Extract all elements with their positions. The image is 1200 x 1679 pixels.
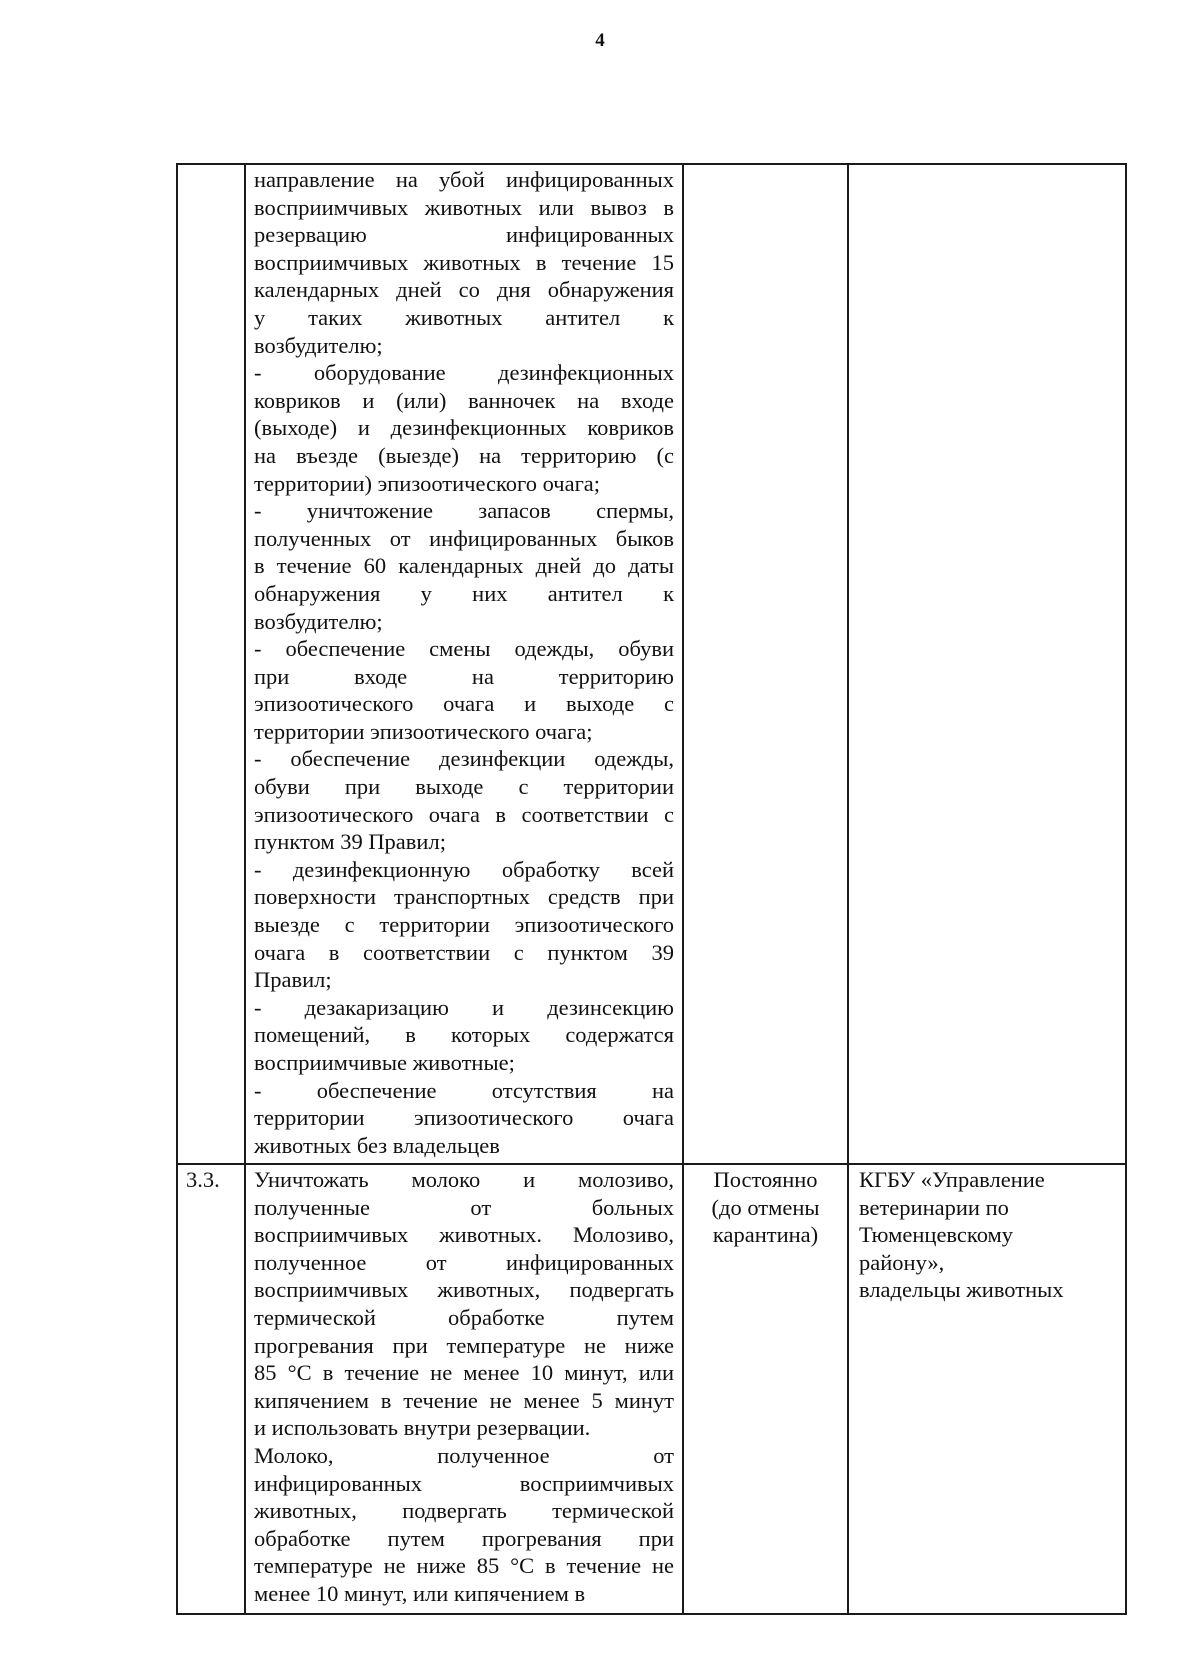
text-line: Уничтожать молоко и молозиво, bbox=[254, 1167, 674, 1192]
text-line: восприимчивых животных, подвергать bbox=[254, 1277, 674, 1303]
text-line: прогревания при температуре не ниже bbox=[254, 1332, 674, 1358]
measure-text bbox=[246, 165, 682, 1159]
text-line: - обеспечение дезинфекции одежды, bbox=[254, 746, 674, 772]
text-line: - дезакаризацию и дезинсекцию bbox=[254, 994, 674, 1020]
text-line: КГБУ «Управление bbox=[859, 1167, 1045, 1192]
text-line: ковриков и (или) ванночек на входе bbox=[254, 387, 674, 413]
text-line: обуви при выходе с территории bbox=[254, 774, 674, 800]
text-line: возбудителю; bbox=[254, 332, 383, 358]
text-line: 85 °С в течение не менее 10 минут, или bbox=[254, 1360, 674, 1386]
text-line: Правил; bbox=[254, 967, 332, 993]
text-line: (выходе) и дезинфекционных ковриков bbox=[254, 415, 674, 441]
measure-cell bbox=[245, 1164, 683, 1614]
text-line: животных, подвергать термической bbox=[254, 1498, 674, 1524]
responsible-text bbox=[849, 1165, 1125, 1304]
text-line: возбудителю; bbox=[254, 608, 383, 634]
text-line: восприимчивые животные; bbox=[254, 1050, 515, 1075]
text-line: Постоянно bbox=[713, 1167, 818, 1192]
text-line: территории эпизоотического очага; bbox=[254, 718, 593, 744]
row-number-cell bbox=[177, 164, 245, 1164]
text-line: полученные от больных bbox=[254, 1194, 674, 1220]
text-line: - дезинфекционную обработку всей bbox=[254, 856, 674, 882]
text-line: у таких животных антител к bbox=[254, 304, 674, 330]
text-line: территории эпизоотического очага bbox=[254, 1105, 674, 1131]
text-line: эпизоотического очага и выходе с bbox=[254, 691, 674, 717]
row-number bbox=[178, 165, 244, 166]
text-line: пунктом 39 Правил; bbox=[254, 829, 446, 855]
responsible-text bbox=[849, 165, 1125, 166]
text-line: и использовать внутри резервации. bbox=[254, 1415, 591, 1441]
text-line: территории) эпизоотического очага; bbox=[254, 470, 601, 496]
measures-table bbox=[176, 163, 1127, 1615]
text-line: животных без владельцев bbox=[254, 1132, 500, 1158]
text-line: восприимчивых животных в течение 15 bbox=[254, 249, 674, 275]
text-line: району», bbox=[859, 1249, 945, 1275]
text-line: термической обработке путем bbox=[254, 1304, 674, 1330]
table-row bbox=[177, 164, 1126, 1164]
text-line: кипячением в течение не менее 5 минут bbox=[254, 1387, 674, 1413]
text-line: владельцы животных bbox=[859, 1277, 1064, 1303]
text-line: - обеспечение смены одежды, обуви bbox=[254, 636, 674, 662]
responsible-cell bbox=[848, 1164, 1126, 1614]
text-line: поверхности транспортных средств при bbox=[254, 884, 674, 910]
page-number: 4 bbox=[595, 30, 605, 51]
text-line: полученное от инфицированных bbox=[254, 1249, 674, 1275]
measure-text bbox=[246, 1165, 682, 1608]
text-line: инфицированных восприимчивых bbox=[254, 1470, 674, 1496]
text-line: менее 10 минут, или кипячением в bbox=[254, 1580, 586, 1606]
text-line: температуре не ниже 85 °С в течение не bbox=[254, 1553, 674, 1579]
term-cell bbox=[683, 164, 848, 1164]
text-line: - оборудование дезинфекционных bbox=[254, 360, 674, 386]
text-line: (до отмены bbox=[711, 1194, 820, 1220]
term-cell bbox=[683, 1164, 848, 1614]
text-line: на въезде (выезде) на территорию (с bbox=[254, 442, 674, 468]
table-row bbox=[177, 1164, 1126, 1614]
text-line: восприимчивых животных или вывоз в bbox=[254, 194, 674, 220]
text-line: при входе на территорию bbox=[254, 663, 674, 689]
text-line: Молоко, полученное от bbox=[254, 1442, 674, 1468]
term-text bbox=[684, 165, 847, 166]
text-line: Тюменцевскому bbox=[859, 1222, 1014, 1248]
text-line: восприимчивых животных. Молозиво, bbox=[254, 1222, 674, 1248]
text-line: помещений, в которых содержатся bbox=[254, 1022, 674, 1048]
text-line: карантина) bbox=[712, 1222, 819, 1248]
text-line: очага в соответствии с пунктом 39 bbox=[254, 939, 674, 965]
text-line: резервацию инфицированных bbox=[254, 222, 674, 248]
measure-cell bbox=[245, 164, 683, 1164]
row-number-cell bbox=[177, 1164, 245, 1614]
responsible-cell bbox=[848, 164, 1126, 1164]
text-line: обнаружения у них антител к bbox=[254, 580, 674, 606]
text-line: выезде с территории эпизоотического bbox=[254, 912, 674, 938]
text-line: эпизоотического очага в соответствии с bbox=[254, 801, 674, 827]
term-text bbox=[684, 1165, 847, 1249]
text-line: обработке путем прогревания при bbox=[254, 1525, 674, 1551]
text-line: ветеринарии по bbox=[859, 1194, 1009, 1220]
text-line: в течение 60 календарных дней до даты bbox=[254, 553, 674, 579]
text-line: календарных дней со дня обнаружения bbox=[254, 277, 674, 303]
row-number: 3.3. bbox=[186, 1167, 220, 1192]
text-line: полученных от инфицированных быков bbox=[254, 525, 674, 551]
text-line: - обеспечение отсутствия на bbox=[254, 1077, 674, 1103]
text-line: направление на убой инфицированных bbox=[254, 167, 674, 192]
text-line: - уничтожение запасов спермы, bbox=[254, 498, 674, 524]
